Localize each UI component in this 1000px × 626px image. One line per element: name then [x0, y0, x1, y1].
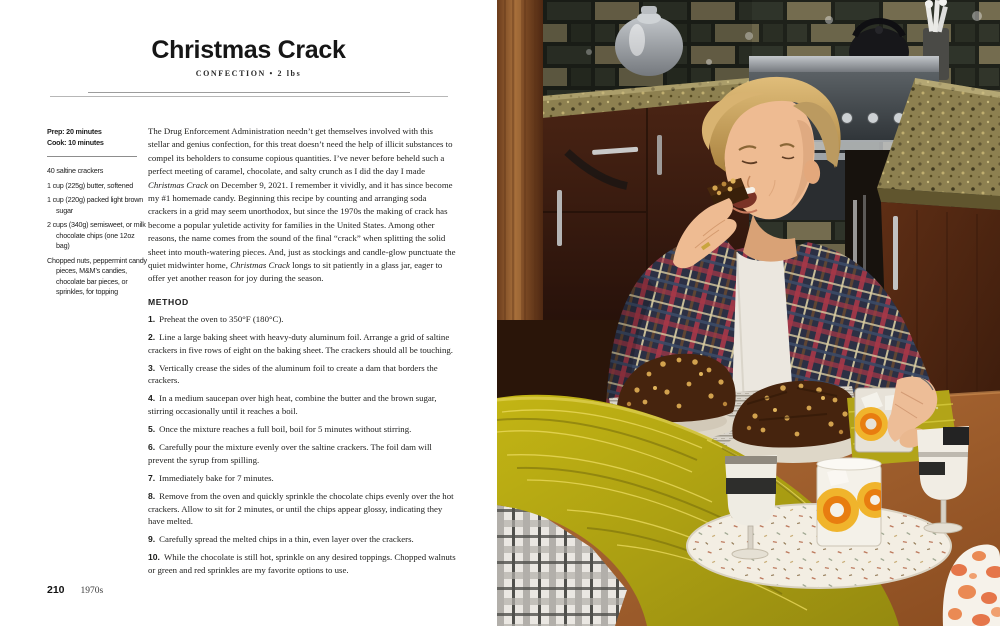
step-number: 7.	[148, 472, 156, 483]
prep-cook-times	[47, 127, 147, 148]
photo-right-page	[497, 0, 1000, 626]
method-step	[148, 472, 456, 485]
method-step	[148, 362, 456, 387]
method-step	[148, 441, 456, 466]
ingredient: 40 saltine crackers	[47, 166, 104, 175]
recipe-body	[148, 125, 456, 582]
step-number: 5.	[148, 424, 156, 435]
recipe-subtitle: CONFECTION • 2 lbs	[195, 69, 302, 78]
method-step	[148, 313, 456, 326]
step-number: 9.	[148, 534, 156, 545]
step-number: 6.	[148, 442, 156, 453]
method-step	[148, 533, 456, 546]
sidebar-divider	[47, 156, 137, 157]
step-number: 10.	[148, 552, 160, 563]
intro-text: on December 9, 2021. I remember it vividly, and it has since become my #1 homemade candy. Beginning this recipe by counting and arranging soda crackers in a grid may seem unorthodox, but since the 1970s the making of crack has become a popular yuletide activity for families in the United States. Among other reasons, the name comes from the sound of the final “crack” when splitting the solid sheet into mouth-watering pieces. And, just as stockings and candle-glow punctuate the quiet midwinter home,	[148, 179, 456, 271]
intro-paragraph	[148, 125, 456, 286]
step-text: Carefully pour the mixture evenly over the saltine crackers. The foil dam will prevent the syrup from spilling.	[148, 442, 432, 465]
step-text: In a medium saucepan over high heat, combine the butter and the brown sugar, stirring occasionally until it reaches a boil.	[148, 393, 437, 416]
step-text: Preheat the oven to 350°F (180°C).	[159, 313, 284, 324]
page-title: Christmas Crack	[151, 36, 346, 64]
ingredient: Chopped nuts, peppermint candy pieces, M&M’s candies, chocolate bar pieces, or sprinkles, for topping	[47, 255, 147, 296]
step-text: Vertically crease the sides of the aluminum foil to create a dam that borders the crackers.	[148, 362, 438, 386]
step-text: While the chocolate is still hot, sprinkle on any desired toppings. Chopped walnuts or green and red sprinkles are my favorite options to use.	[148, 552, 456, 575]
method-step	[148, 331, 456, 356]
intro-text: longs to sit patiently in a glass jar, eager to offer yet another reason for joy during the season.	[148, 260, 443, 284]
intro-italic: Christmas Crack	[230, 260, 290, 271]
step-text: Carefully spread the melted chips in a thin, even layer over the crackers.	[159, 534, 414, 545]
step-text: Remove from the oven and quickly sprinkle the chocolate chips evenly over the hot crackers. Allow to sit for 2 minutes, or until the chips appear glossy, indicating they have melted.	[148, 490, 454, 527]
chapter-label: 1970s	[80, 586, 104, 596]
prep-time: Prep: 20 minutes	[47, 127, 102, 136]
step-number: 2.	[148, 331, 156, 342]
kitchen-photo	[497, 0, 1000, 626]
recipe-page	[0, 0, 497, 626]
step-number: 3.	[148, 362, 156, 373]
step-number: 8.	[148, 490, 156, 501]
ingredients-sidebar	[47, 127, 147, 302]
ingredient: 2 cups (340g) semisweet, or milk chocolate chips (one 12oz bag)	[47, 220, 146, 250]
step-text: Line a large baking sheet with heavy-duty aluminum foil. Arrange a grid of saltine crackers in five rows of eight on the baking sheet. The crackers should all be touching.	[148, 331, 453, 355]
method-heading: METHOD	[148, 296, 189, 307]
step-number: 4.	[148, 393, 156, 404]
cook-time: Cook: 10 minutes	[47, 137, 104, 147]
method-step	[148, 490, 456, 528]
header-rule-bottom	[50, 96, 448, 97]
intro-text: The Drug Enforcement Administration needn’t get themselves involved with this stellar and genius confection, for this treat doesn’t need the help of illicit substances to compel its beholders to consume copious quantities. I’ve never before beheld such a perfect meeting of caramel, chocolate, and salty crunch as I did the day I made	[148, 126, 453, 177]
ring-tumbler	[815, 458, 893, 546]
method-step	[148, 423, 456, 436]
recipe-header	[0, 36, 497, 97]
step-text: Immediately bake for 7 minutes.	[159, 472, 274, 483]
ingredient: 1 cup (220g) packed light brown sugar	[47, 195, 144, 215]
page-number: 210	[47, 584, 65, 596]
page-footer	[47, 584, 103, 596]
method-step	[148, 551, 456, 576]
step-text: Once the mixture reaches a full boil, boil for 5 minutes without stirring.	[159, 424, 412, 435]
step-number: 1.	[148, 313, 156, 324]
ingredient: 1 cup (225g) butter, softened	[47, 180, 134, 190]
method-step	[148, 392, 456, 417]
intro-italic: Christmas Crack	[148, 179, 208, 190]
header-rule-top	[88, 92, 410, 93]
